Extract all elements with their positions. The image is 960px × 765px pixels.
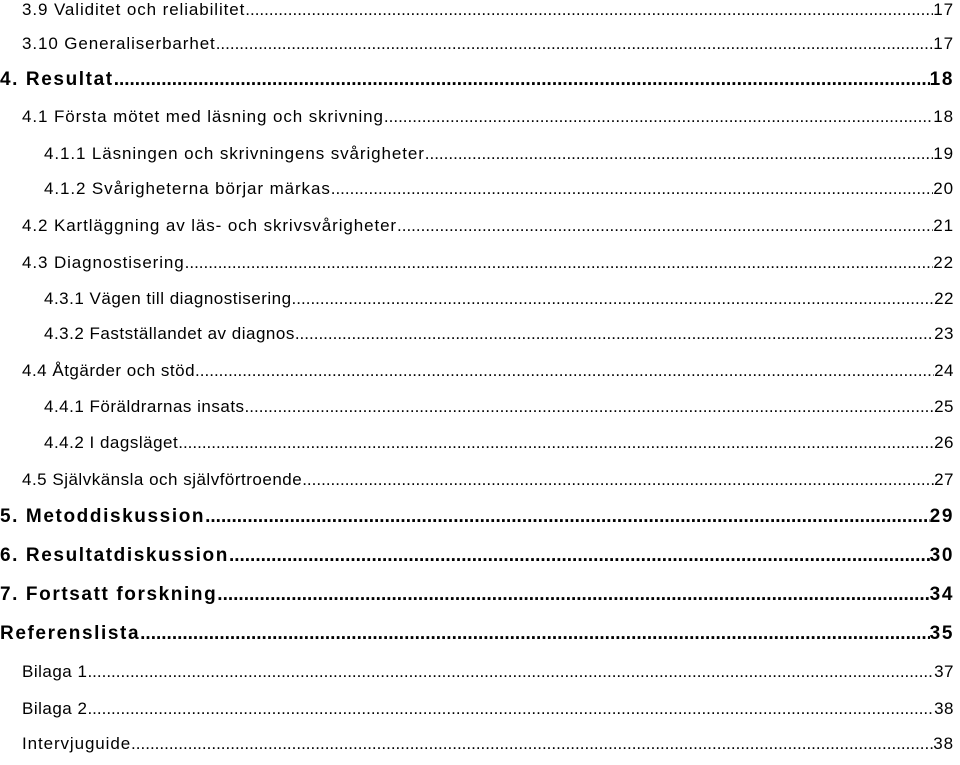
toc-entry-page: 17 <box>933 34 954 53</box>
toc-leader-dots <box>331 179 934 199</box>
toc-entry-title: Bilaga 2 <box>22 699 88 718</box>
toc-entry[interactable] <box>44 179 954 209</box>
toc-entry-page: 35 <box>929 623 954 644</box>
toc-entry-page: 37 <box>934 662 954 681</box>
toc-entry-page: 34 <box>929 584 954 605</box>
toc-entry[interactable] <box>22 361 954 391</box>
toc-entry-page: 38 <box>933 734 954 753</box>
toc-entry-title: 3.10 Generaliserbarhet <box>22 34 216 53</box>
toc-entry-page: 38 <box>934 699 954 718</box>
toc-entry-title: 4.1.1 Läsningen och skrivningens svårigheter <box>44 144 425 163</box>
toc-entry-page: 26 <box>934 433 954 452</box>
toc-entry[interactable] <box>0 545 954 575</box>
toc-entry[interactable] <box>22 34 954 64</box>
toc-leader-dots <box>185 253 934 273</box>
toc-leader-dots <box>195 361 934 381</box>
toc-entry[interactable] <box>0 69 954 99</box>
toc-entry-page: 17 <box>933 0 954 19</box>
toc-leader-dots <box>114 69 930 91</box>
toc-entry-page: 19 <box>933 144 954 163</box>
toc-entry[interactable] <box>44 324 954 354</box>
toc-leader-dots <box>205 506 930 528</box>
toc-entry-title: 5. Metoddiskussion <box>0 506 206 527</box>
toc-leader-dots <box>292 289 935 309</box>
toc-entry-title: 4.5 Självkänsla och självförtroende <box>22 470 303 489</box>
toc-entry[interactable] <box>22 662 954 692</box>
toc-entry[interactable] <box>0 623 954 653</box>
toc-entry-page: 27 <box>934 470 954 489</box>
toc-leader-dots <box>295 324 934 344</box>
toc-entry[interactable] <box>22 699 954 729</box>
toc-entry-title: 6. Resultatdiskussion <box>0 545 229 566</box>
toc-entry-title: 4.1 Första mötet med läsning och skrivning <box>22 107 384 126</box>
toc-entry-title: Intervjuguide <box>22 734 132 753</box>
toc-leader-dots <box>302 470 934 490</box>
toc-leader-dots <box>229 545 930 567</box>
toc-entry[interactable] <box>22 107 954 137</box>
toc-entry[interactable] <box>22 216 954 246</box>
toc-leader-dots <box>397 216 933 236</box>
toc-leader-dots <box>87 699 934 719</box>
toc-entry-title: 4.3.1 Vägen till diagnostisering <box>44 289 292 308</box>
toc-entry[interactable] <box>44 144 954 174</box>
toc-entry-page: 29 <box>929 506 954 527</box>
toc-entry-title: Bilaga 1 <box>22 662 88 681</box>
toc-leader-dots <box>425 144 934 164</box>
toc-entry-title: 4.3.2 Fastställandet av diagnos <box>44 324 295 343</box>
toc-entry-page: 22 <box>933 253 954 272</box>
toc-entry-title: 4.4.2 I dagsläget <box>44 433 179 452</box>
toc-entry-title: 4.2 Kartläggning av läs- och skrivsvårigheter <box>22 216 397 235</box>
toc-entry-title: 7. Fortsatt forskning <box>0 584 218 605</box>
toc-leader-dots <box>87 662 934 682</box>
toc-entry[interactable] <box>44 433 954 463</box>
toc-entry-page: 18 <box>933 107 954 126</box>
toc-entry-page: 20 <box>933 179 954 198</box>
toc-leader-dots <box>245 0 933 20</box>
toc-entry-title: 3.9 Validitet och reliabilitet <box>22 0 246 19</box>
toc-entry-title: 4.1.2 Svårigheterna börjar märkas <box>44 179 331 198</box>
toc-entry-title: 4.4.1 Föräldrarnas insats <box>44 397 245 416</box>
toc-leader-dots <box>140 623 930 645</box>
toc-leader-dots <box>217 584 929 606</box>
toc-entry-title: 4. Resultat <box>0 69 114 90</box>
toc-entry[interactable] <box>0 584 954 614</box>
toc-entry-page: 21 <box>933 216 954 235</box>
toc-leader-dots <box>131 734 933 754</box>
toc-entry[interactable] <box>44 289 954 319</box>
toc-entry-page: 18 <box>929 69 954 90</box>
toc-entry[interactable] <box>22 253 954 283</box>
toc-entry-page: 24 <box>934 361 954 380</box>
toc-entry[interactable] <box>22 470 954 500</box>
toc-leader-dots <box>384 107 933 127</box>
toc-entry[interactable] <box>22 734 954 764</box>
toc-entry[interactable] <box>0 506 954 536</box>
toc-entry-page: 23 <box>934 324 954 343</box>
toc-entry-page: 22 <box>934 289 954 308</box>
toc-leader-dots <box>178 433 934 453</box>
toc-entry[interactable] <box>44 397 954 427</box>
toc-entry-title: 4.4 Åtgärder och stöd <box>22 361 196 380</box>
toc-leader-dots <box>245 397 935 417</box>
toc-leader-dots <box>216 34 934 54</box>
toc-entry-title: 4.3 Diagnostisering <box>22 253 185 272</box>
toc-entry-page: 30 <box>929 545 954 566</box>
toc-entry-title: Referenslista <box>0 623 141 644</box>
toc-entry-page: 25 <box>934 397 954 416</box>
toc-entry[interactable] <box>22 0 954 30</box>
